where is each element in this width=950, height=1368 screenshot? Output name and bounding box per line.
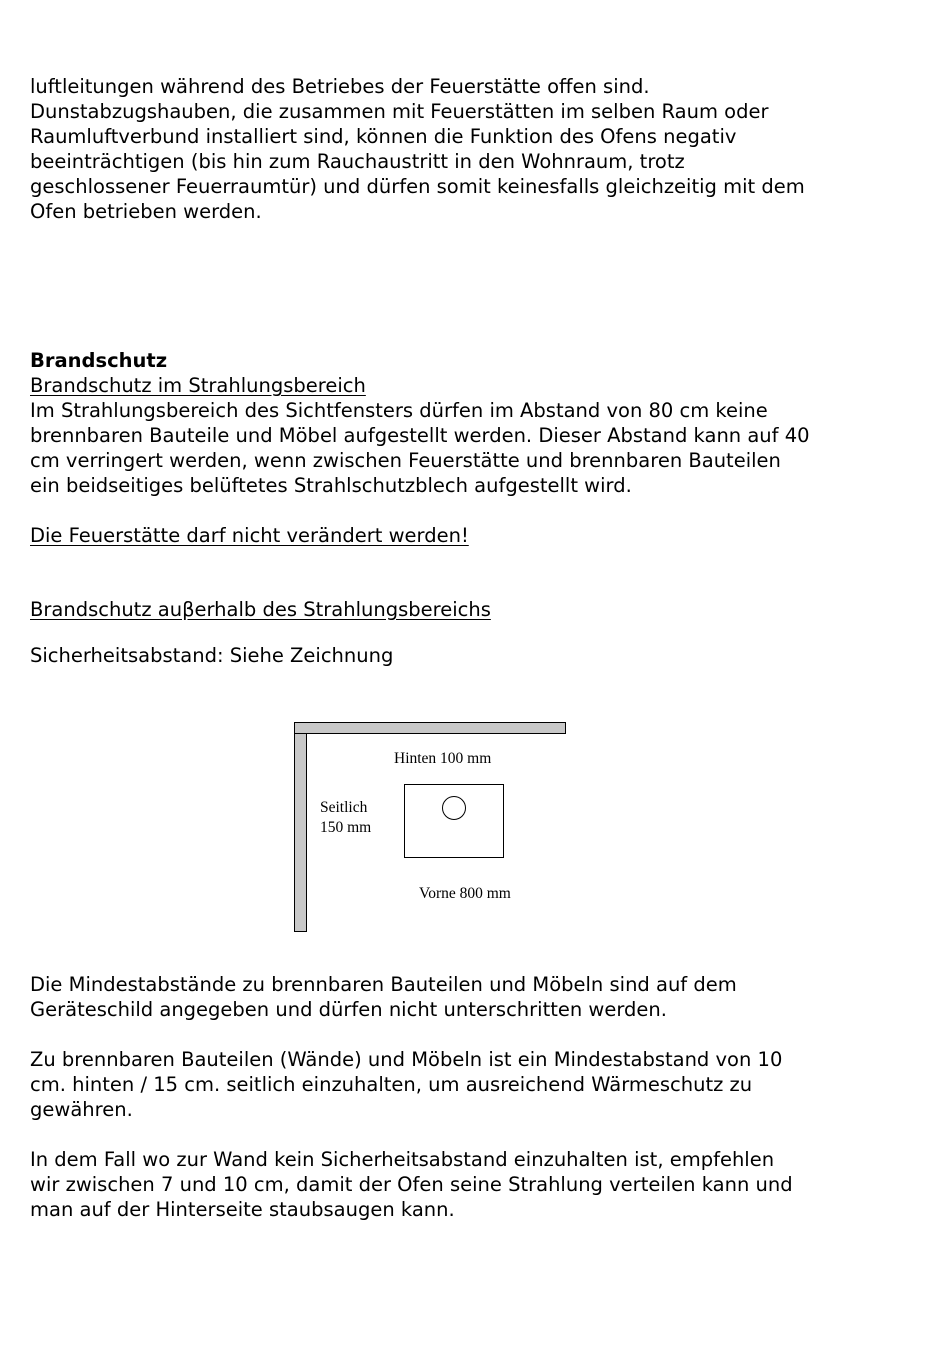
label-side-distance: Seitlich 150 mm xyxy=(320,799,372,836)
side-wall xyxy=(294,733,307,932)
radiation-paragraph: Im Strahlungsbereich des Sichtfensters dürfen im Abstand von 80 cm keine brennbaren Bauteile und Möbel aufgestellt werden. Dieser Abstand kann auf 40 cm verringert werden, wenn zwischen Feuerstätte und brennbaren Bauteilen ein beidseitiges belüftetes Strahlschutzblech aufgestellt wird. xyxy=(30,399,810,497)
modification-warning: Die Feuerstätte darf nicht verändert werden! xyxy=(30,524,469,547)
label-back-distance: Hinten 100 mm xyxy=(394,750,492,767)
label-front-distance: Vorne 800 mm xyxy=(419,885,511,902)
min-distances-paragraph: Die Mindestabstände zu brennbaren Bauteilen und Möbeln sind auf dem Geräteschild angegeben und dürfen nicht unterschritten werden. xyxy=(30,973,737,1021)
subsection-title-radiation: Brandschutz im Strahlungsbereich xyxy=(30,374,366,397)
section-title-brandschutz: Brandschutz xyxy=(30,349,168,372)
intro-paragraph: luftleitungen während des Betriebes der Feuerstätte offen sind. Dunstabzugshauben, die zusammen mit Feuerstätten im selben Raum oder Raumluftverbund installiert sind, können die Funktion des Ofens negativ beeinträchtigen (bis hin zum Rauchaustritt in den Wohnraum, trotz geschlossener Feuerraumtür) und dürfen somit keinesfalls gleichzeitig mit dem Ofen betrieben werden. xyxy=(30,75,805,223)
flue-circle xyxy=(442,796,466,820)
safety-distance-note: Sicherheitsabstand: Siehe Zeichnung xyxy=(30,644,394,667)
recommendation-paragraph: In dem Fall wo zur Wand kein Sicherheitsabstand einzuhalten ist, empfehlen wir zwischen 7 und 10 cm, damit der Ofen seine Strahlung verteilen kann und man auf der Hinterseite staubsaugen kann. xyxy=(30,1148,793,1221)
subsection-title-outside-radiation: Brandschutz auβerhalb des Strahlungsbereichs xyxy=(30,598,491,621)
stove-outline xyxy=(404,784,504,858)
walls-paragraph: Zu brennbaren Bauteilen (Wände) und Möbeln ist ein Mindestabstand von 10 cm. hinten / 15 cm. seitlich einzuhalten, um ausreichend Wärmeschutz zu gewähren. xyxy=(30,1048,783,1121)
back-wall xyxy=(294,722,566,734)
